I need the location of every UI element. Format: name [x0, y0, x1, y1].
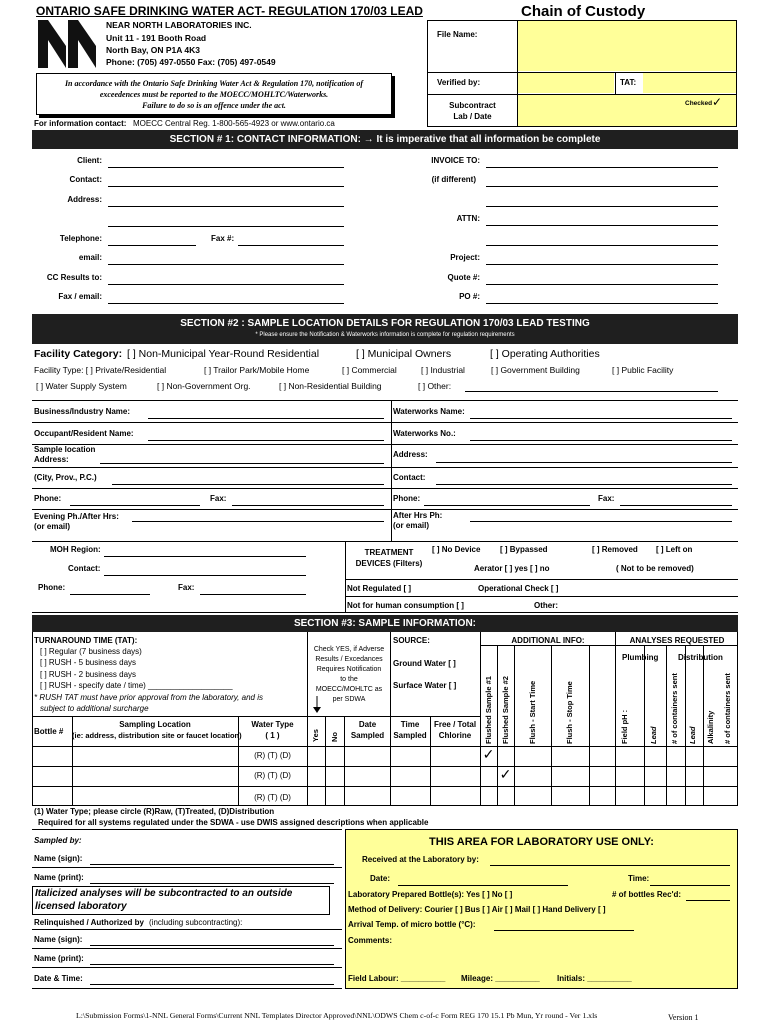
moh-fax-field[interactable]: [200, 594, 306, 595]
notice-line-1: In accordance with the Ontario Safe Drinking Water Act & Regulation 170, notification of: [64, 79, 364, 88]
alkalinity-header: Alkalinity: [706, 710, 715, 744]
flush-start-header: Flush - Start Time: [528, 680, 537, 744]
section-2-subtitle: * Please ensure the Notification & Waterworks information is complete for regulation requirements: [255, 332, 515, 338]
facility-category-label: Facility Category:: [34, 348, 123, 360]
name-print-label-2: Name (print):: [34, 954, 84, 963]
file-name-label: File Name:: [437, 30, 478, 39]
italic-note-1: Italicized analyses will be subcontracted to an outside: [35, 888, 293, 899]
analyses-requested-label: ANALYSES REQUESTED: [629, 636, 725, 645]
subcontract-label-1: Subcontract: [449, 101, 496, 110]
distribution-label: Distribution: [678, 653, 723, 662]
invoice-to-label: INVOICE TO:: [431, 156, 480, 165]
row-2-water-type[interactable]: (R) (T) (D): [254, 771, 291, 780]
removed-option[interactable]: [ ] Removed: [592, 545, 638, 554]
if-different-label: (if different): [431, 175, 476, 184]
time-sampled-1: Time: [400, 720, 420, 729]
ww-contact-field[interactable]: [436, 484, 732, 485]
row-2-flushed-2-check[interactable]: ✓: [499, 766, 512, 782]
sample-address-field[interactable]: [100, 463, 384, 464]
tat-rush-specify-option[interactable]: [ ] RUSH - specify date / time) ___________________: [40, 681, 233, 690]
lab-phone: Phone: (705) 497-0550 Fax: (705) 497-0549: [106, 57, 276, 67]
date-time-field[interactable]: [90, 984, 334, 985]
name-sign-field[interactable]: [90, 864, 334, 865]
italic-note-2: licensed laboratory: [35, 901, 127, 912]
other-label: Other:: [534, 601, 558, 610]
chain-of-custody-title: Chain of Custody: [521, 3, 646, 20]
lab-address-2: North Bay, ON P1A 4K3: [106, 45, 200, 55]
check-yes-1: Check YES, if Adverse: [313, 646, 385, 653]
lab-name: NEAR NORTH LABORATORIES INC.: [106, 20, 252, 30]
field-labour-field[interactable]: Field Labour: __________: [348, 974, 446, 983]
section-1-header: SECTION # 1: CONTACT INFORMATION: → It is imperative that all information be complete: [32, 130, 738, 149]
po-label: PO #:: [459, 292, 480, 301]
sample-location-label: Sample location: [34, 445, 96, 454]
after-hours-label: After Hrs Ph:: [393, 511, 443, 520]
comments-label: Comments:: [348, 936, 393, 945]
bottles-recd-label: # of bottles Rec'd:: [612, 890, 682, 899]
containers-2-header: # of containers sent: [723, 673, 732, 744]
not-removed-note: ( Not to be removed): [616, 564, 694, 573]
name-sign-label: Name (sign):: [34, 854, 83, 863]
sample-address-label: Address:: [34, 455, 69, 464]
date-time-label: Date & Time:: [34, 974, 83, 983]
invoice-to-field[interactable]: [486, 167, 718, 168]
facility-type-trailer[interactable]: [ ] Trailor Park/Mobile Home: [204, 365, 310, 375]
ww-contact-label: Contact:: [393, 473, 426, 482]
no-label: No: [330, 732, 339, 742]
waterworks-name-label: Waterworks Name:: [393, 407, 465, 416]
time-sampled-2: Sampled: [393, 731, 427, 740]
evening-email-label: (or email): [34, 522, 71, 531]
footer-version: Version 1: [668, 1013, 699, 1022]
mileage-field[interactable]: Mileage: __________: [461, 974, 540, 983]
attn-field[interactable]: [486, 225, 718, 226]
facility-type-industrial[interactable]: [ ] Industrial: [421, 365, 465, 375]
telephone-label: Telephone:: [59, 234, 102, 243]
check-yes-4: to the: [340, 676, 358, 683]
date-sampled-2: Sampled: [350, 731, 385, 740]
checked-mark-icon: ✓: [712, 95, 723, 109]
treatment-label-2: DEVICES (Filters): [355, 559, 423, 568]
section-2-title: SECTION #2 : SAMPLE LOCATION DETAILS FOR REGULATION 170/03 LEAD TESTING: [180, 318, 590, 329]
facility-type-other-field[interactable]: [465, 391, 718, 392]
additional-info-label: ADDITIONAL INFO:: [511, 636, 585, 645]
facility-type-public[interactable]: [ ] Public Facility: [612, 365, 674, 375]
containers-header: # of containers sent: [670, 673, 679, 744]
moh-region-label: MOH Region:: [50, 545, 101, 554]
aerator-option[interactable]: Aerator [ ] yes [ ] no: [474, 564, 550, 573]
business-name-label: Business/Industry Name:: [34, 407, 131, 416]
invoice-field-3[interactable]: [486, 206, 718, 207]
flush-stop-header: Flush - Stop Time: [565, 681, 574, 744]
tat-rush-2-option[interactable]: [ ] RUSH - 2 business days: [40, 670, 137, 679]
fax-label-2: Fax:: [210, 494, 227, 503]
water-type-sub: ( 1 ): [265, 731, 280, 740]
field-ph-header: Field pH :: [620, 709, 629, 744]
plumbing-label: Plumbing: [622, 653, 659, 662]
relinquished-label: Relinquished / Authorized by: [34, 918, 144, 927]
after-hours-email-label: (or email): [393, 521, 430, 530]
address-field[interactable]: [108, 206, 344, 207]
email-field[interactable]: [108, 264, 344, 265]
footnote-2: Required for all systems regulated under the SDWA - use DWIS assigned descriptions when applicable: [38, 818, 429, 827]
name-sign-label-2: Name (sign):: [34, 935, 83, 944]
lab-address-1: Unit 11 - 191 Booth Road: [106, 33, 207, 43]
name-print-field[interactable]: [90, 883, 334, 884]
notice-line-2: exceedences must be reported to the MOECC/MOHLTC/Waterworks.: [99, 90, 329, 99]
invoice-field-4[interactable]: [486, 245, 718, 246]
file-name-field[interactable]: [518, 21, 736, 71]
down-arrow-icon: [312, 696, 322, 714]
fax-field-2[interactable]: [232, 505, 384, 506]
client-label: Client:: [77, 156, 102, 165]
email-label: email:: [78, 253, 102, 262]
subcontract-label-2: Lab / Date: [453, 112, 492, 121]
moh-contact-label: Contact:: [68, 564, 101, 573]
waterworks-name-field[interactable]: [470, 418, 732, 419]
relinquished-sub: (including subcontracting):: [149, 918, 243, 927]
tat-label: TAT:: [620, 78, 637, 87]
sampled-by-label: Sampled by:: [34, 836, 82, 845]
evening-phone-field[interactable]: [132, 521, 384, 522]
tat-regular-option[interactable]: [ ] Regular (7 business days): [40, 647, 142, 656]
treatment-label-1: TREATMENT: [364, 548, 414, 557]
tat-title: TURNAROUND TIME (TAT):: [34, 636, 138, 645]
ww-phone-label: Phone:: [393, 494, 421, 503]
notice-line-3: Failure to do so is an offence under the act.: [142, 101, 286, 110]
date-sampled-1: Date: [358, 720, 377, 729]
not-human-option[interactable]: Not for human consumption [ ]: [347, 601, 464, 610]
bottles-recd-field[interactable]: [686, 900, 730, 901]
address-field-2[interactable]: [108, 226, 344, 227]
surface-water-option[interactable]: Surface Water [ ]: [393, 681, 457, 690]
checked-label: Checked: [685, 100, 713, 107]
ww-fax-field[interactable]: [620, 505, 732, 506]
lab-date-label: Date:: [370, 874, 391, 883]
city-label: (City, Prov., P.C.): [34, 473, 97, 482]
contact-label: Contact:: [69, 175, 102, 184]
not-regulated-option[interactable]: Not Regulated [ ]: [347, 584, 411, 593]
tat-rush-5-option[interactable]: [ ] RUSH - 5 business days: [40, 658, 137, 667]
waterworks-no-field[interactable]: [470, 440, 732, 441]
rush-note-2: subject to additional surcharge: [40, 704, 149, 713]
check-yes-2: Results / Excedances: [315, 656, 383, 663]
lead-header: Lead: [649, 726, 658, 744]
evening-phone-label: Evening Ph./After Hrs:: [34, 512, 119, 521]
ww-phone-field[interactable]: [424, 505, 590, 506]
flushed-sample-1-header: Flushed Sample #1: [484, 676, 493, 744]
address-label: Address:: [67, 195, 102, 204]
fax-field[interactable]: [238, 245, 344, 246]
client-field[interactable]: [108, 167, 344, 168]
phone-label: Phone:: [34, 494, 62, 503]
sampling-location-label: Sampling Location: [119, 720, 191, 729]
contact-info-label: For information contact:: [34, 119, 127, 128]
water-type-label: Water Type: [251, 720, 294, 729]
moh-region-field[interactable]: [104, 556, 306, 557]
delivery-method-option[interactable]: Method of Delivery: Courier [ ] Bus [ ] Air [ ] Mail [ ] Hand Delivery [ ]: [348, 905, 606, 914]
project-label: Project:: [450, 253, 480, 262]
fax-label: Fax #:: [211, 234, 235, 243]
no-device-option[interactable]: [ ] No Device: [432, 545, 481, 554]
project-field[interactable]: [486, 264, 718, 265]
facility-type-non-government[interactable]: [ ] Non-Government Org.: [157, 381, 251, 391]
lab-date-field[interactable]: [398, 885, 568, 886]
facility-category-non-municipal[interactable]: [ ] Non-Municipal Year-Round Residential: [127, 348, 320, 360]
waterworks-no-label: Waterworks No.:: [393, 429, 456, 438]
moh-phone-field[interactable]: [70, 594, 150, 595]
prepared-bottles-option[interactable]: Laboratory Prepared Bottle(s): Yes [ ] No [ ]: [348, 890, 513, 899]
attn-label: ATTN:: [456, 214, 480, 223]
facility-type-non-residential[interactable]: [ ] Non-Residential Building: [279, 381, 382, 391]
cc-results-field[interactable]: [108, 284, 344, 285]
tat-field[interactable]: [643, 73, 736, 93]
name-print-label: Name (print):: [34, 873, 84, 882]
rush-note-1: * RUSH TAT must have prior approval from the laboratory, and is: [34, 693, 263, 702]
lab-time-label: Time:: [628, 874, 650, 883]
ww-address-label: Address:: [393, 450, 428, 459]
arrival-temp-label: Arrival Temp. of micro bottle (°C):: [348, 920, 476, 929]
row-1-water-type[interactable]: (R) (T) (D): [254, 751, 291, 760]
section-3-header: SECTION #3: SAMPLE INFORMATION:: [32, 615, 738, 632]
fax-email-label: Fax / email:: [58, 292, 102, 301]
flushed-sample-2-header: Flushed Sample #2: [501, 676, 510, 744]
footnote-1: (1) Water Type; please circle (R)Raw, (T)Treated, (D)Distribution: [34, 807, 275, 816]
name-sign-field-2[interactable]: [90, 945, 334, 946]
sampling-location-sub: (ie: address, distribution site or faucet location): [72, 731, 242, 740]
moh-phone-label: Phone:: [38, 583, 66, 592]
name-print-field-2[interactable]: [90, 964, 334, 965]
ww-fax-label: Fax:: [598, 494, 615, 503]
check-yes-3: Requires Notification: [316, 666, 382, 673]
lab-time-field[interactable]: [650, 885, 730, 886]
moh-contact-field[interactable]: [104, 575, 306, 576]
contact-field[interactable]: [108, 186, 344, 187]
operational-check-option[interactable]: Operational Check [ ]: [478, 584, 559, 593]
lab-logo-icon: [36, 20, 98, 70]
chlorine-2: Chlorine: [438, 731, 472, 740]
facility-type-commercial[interactable]: [ ] Commercial: [342, 365, 397, 375]
cc-results-label: CC Results to:: [46, 273, 102, 282]
initials-field[interactable]: Initials: __________: [557, 974, 632, 983]
business-name-field[interactable]: [148, 418, 384, 419]
occupant-name-field[interactable]: [148, 440, 384, 441]
lead-2-header: Lead: [688, 726, 697, 744]
bottle-label: Bottle #: [34, 727, 64, 736]
quote-field[interactable]: [486, 284, 718, 285]
row-3-water-type[interactable]: (R) (T) (D): [254, 793, 291, 802]
arrival-temp-field[interactable]: [494, 930, 634, 931]
lab-use-title: THIS AREA FOR LABORATORY USE ONLY:: [429, 836, 654, 848]
po-field[interactable]: [486, 303, 718, 304]
facility-type-government[interactable]: [ ] Government Building: [491, 365, 580, 375]
invoice-field-2[interactable]: [486, 186, 718, 187]
bypassed-option[interactable]: [ ] Bypassed: [500, 545, 548, 554]
section-2-header: [32, 314, 738, 344]
chlorine-1: Free / Total: [433, 720, 477, 729]
facility-category-operating[interactable]: [ ] Operating Authorities: [490, 348, 600, 360]
facility-type-other[interactable]: [ ] Other:: [418, 381, 452, 391]
contact-info-text: MOECC Central Reg. 1-800-565-4923 or www.ontario.ca: [133, 119, 335, 128]
check-yes-5: MOECC/MOHLTC as: [315, 686, 383, 693]
facility-type-water-supply[interactable]: [ ] Water Supply System: [36, 381, 127, 391]
verified-by-field[interactable]: [518, 73, 614, 93]
facility-type-private[interactable]: Facility Type: [ ] Private/Residential: [34, 365, 167, 375]
city-field[interactable]: [112, 484, 384, 485]
quote-label: Quote #:: [447, 273, 480, 282]
yes-label: Yes: [311, 729, 320, 742]
after-hours-field[interactable]: [470, 521, 732, 522]
moh-fax-label: Fax:: [178, 583, 195, 592]
received-by-field[interactable]: [490, 865, 730, 866]
footer-path: L:\Submission Forms\1-NNL General Forms\Current NNL Templates Director Approved\NNL\ODWS Chem c-of-c Form REG 170 15.1 Pb Mun, Yr round - Ver 1.xls: [76, 1011, 598, 1020]
received-by-label: Received at the Laboratory by:: [362, 855, 479, 864]
ww-address-field[interactable]: [436, 462, 732, 463]
telephone-field[interactable]: [108, 245, 196, 246]
source-label: SOURCE:: [393, 636, 430, 645]
left-on-option[interactable]: [ ] Left on: [656, 545, 693, 554]
form-title: ONTARIO SAFE DRINKING WATER ACT- REGULATION 170/03 LEAD: [36, 4, 423, 18]
verified-by-label: Verified by:: [437, 78, 481, 87]
facility-category-municipal[interactable]: [ ] Municipal Owners: [356, 348, 452, 360]
ground-water-option[interactable]: Ground Water [ ]: [393, 659, 456, 668]
phone-field[interactable]: [70, 505, 200, 506]
occupant-name-label: Occupant/Resident Name:: [34, 429, 134, 438]
check-yes-6: per SDWA: [332, 696, 366, 703]
row-1-flushed-1-check[interactable]: ✓: [482, 746, 495, 762]
fax-email-field[interactable]: [108, 303, 344, 304]
